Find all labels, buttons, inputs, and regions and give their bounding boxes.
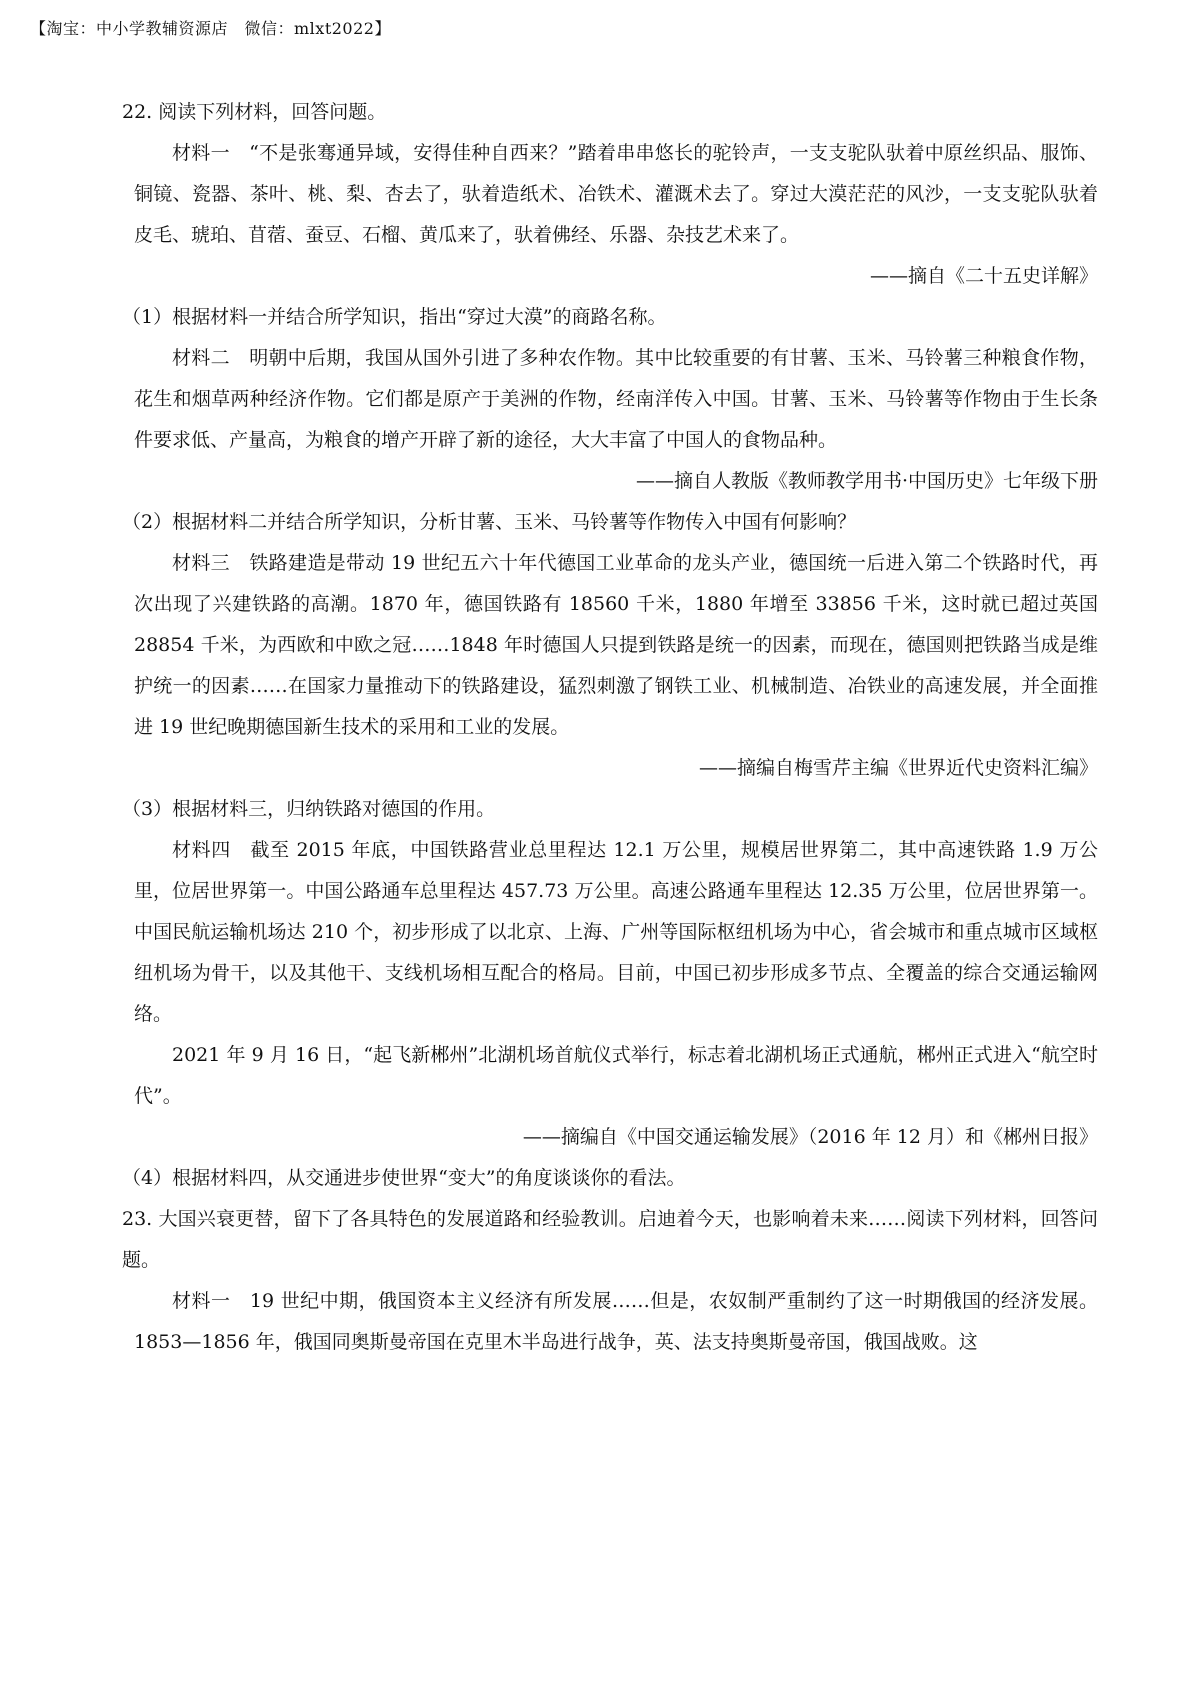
question-22-stem: 22. 阅读下列材料，回答问题。 [122,101,387,123]
q22-material-3-source: ——摘编自梅雪芹主编《世界近代史资料汇编》 [698,757,1098,779]
q22-subquestion-2: （2）根据材料二并结合所学知识，分析甘薯、玉米、马铃薯等作物传入中国有何影响？ [122,511,857,533]
q22-material-3: 材料三 铁路建造是带动 19 世纪五六十年代德国工业革命的龙头产业，德国统一后进入第二个铁路时代，再次出现了兴建铁路的高潮。1870 年，德国铁路有 18560 千米，1880 年增至 33856 千米，这时就已超过英国 28854 千米，为西欧和中欧之冠……1848 年时德国人只提到铁路是统一的因素，而现在，德国则把铁路当成是维护统一的因素……在国家力量推动下的铁路建设，猛烈刺激了钢铁工业、机械制造、冶铁业的高速发展，并全面推进 19 世纪晚期德国新生技术的采用和工业的发展。 [134,552,1098,738]
q22-subquestion-4: （4）根据材料四，从交通进步使世界“变大”的角度谈谈你的看法。 [122,1167,686,1189]
q22-material-2: 材料二 明朝中后期，我国从国外引进了多种农作物。其中比较重要的有甘薯、玉米、马铃薯三种粮食作物，花生和烟草两种经济作物。它们都是原产于美洲的作物，经南洋传入中国。甘薯、玉米、马铃薯等作物由于生长条件要求低、产量高，为粮食的增产开辟了新的途径，大大丰富了中国人的食物品种。 [134,347,1098,451]
q22-material-1-source: ——摘自《二十五史详解》 [869,265,1098,287]
q22-material-4-source: ——摘编自《中国交通运输发展》（2016 年 12 月）和《郴州日报》 [522,1126,1098,1148]
question-23-stem: 23. 大国兴衰更替，留下了各具特色的发展道路和经验教训。启迪着今天，也影响着未来……阅读下列材料，回答问题。 [122,1208,1098,1271]
q22-material-2-source: ——摘自人教版《教师教学用书·中国历史》七年级下册 [635,470,1098,492]
q22-material-4-continued: 2021 年 9 月 16 日，“起飞新郴州”北湖机场首航仪式举行，标志着北湖机场正式通航，郴州正式进入“航空时代”。 [134,1044,1098,1107]
q22-material-1: 材料一 “不是张骞通异域，安得佳种自西来？”踏着串串悠长的驼铃声，一支支驼队驮着中原丝织品、服饰、铜镜、瓷器、茶叶、桃、梨、杏去了，驮着造纸术、冶铁术、灌溉术去了。穿过大漠茫茫的风沙，一支支驼队驮着皮毛、琥珀、苜蓿、蚕豆、石榴、黄瓜来了，驮着佛经、乐器、杂技艺术来了。 [134,142,1098,246]
q22-material-4: 材料四 截至 2015 年底，中国铁路营业总里程达 12.1 万公里，规模居世界第二，其中高速铁路 1.9 万公里，位居世界第一。中国公路通车总里程达 457.73 万公里。高速公路通车里程达 12.35 万公里，位居世界第一。中国民航运输机场达 210 个，初步形成了以北京、上海、广州等国际枢纽机场为中心，省会城市和重点城市区域枢纽机场为骨干，以及其他干、支线机场相互配合的格局。目前，中国已初步形成多节点、全覆盖的综合交通运输网络。 [134,839,1098,1025]
q23-material-1: 材料一 19 世纪中期，俄国资本主义经济有所发展……但是，农奴制严重制约了这一时期俄国的经济发展。1853—1856 年，俄国同奥斯曼帝国在克里木半岛进行战争，英、法支持奥斯曼帝国，俄国战败。这 [134,1290,1098,1353]
page-header: 【淘宝：中小学教辅资源店 微信：mlxt2022】 [30,19,391,38]
q22-subquestion-1: （1）根据材料一并结合所学知识，指出“穿过大漠”的商路名称。 [122,306,667,328]
q22-subquestion-3: （3）根据材料三，归纳铁路对德国的作用。 [122,798,496,820]
question-content [122,92,1098,1363]
